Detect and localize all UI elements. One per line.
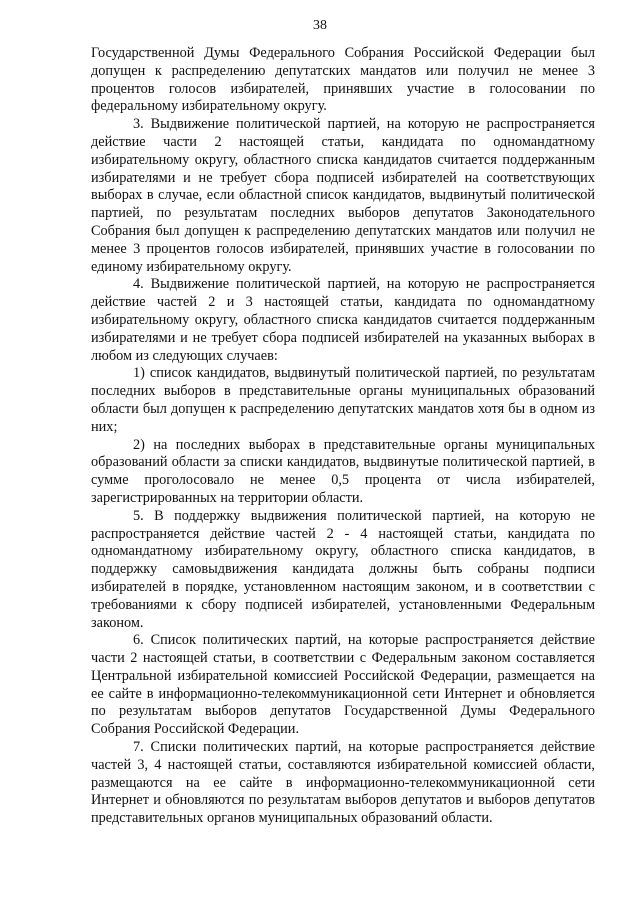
- paragraph-subitem-2: 2) на последних выборах в представительные органы муниципальных образований области за списки кандидатов, выдвинутые политической партией, в сумме проголосовало не менее 0,5 процента от числа избирателей, зарегистрированных на территории области.: [91, 436, 595, 506]
- paragraph-item-4: 4. Выдвижение политической партией, на которую не распространяется действие частей 2 и 3 настоящей статьи, кандидата по одномандатному избирательному округу, областного списка кандидатов считается поддержанным избирателями и не требует сбора подписей избирателей на указанных выборах в любом из следующих случаев:: [91, 276, 595, 364]
- document-body: [91, 45, 595, 828]
- paragraph-item-5: 5. В поддержку выдвижения политической партией, на которую не распространяется действие частей 2 - 4 настоящей статьи, кандидата по одномандатному избирательному округу, областного списка кандидатов, в поддержку самовыдвижения кандидата должны быть собраны подписи избирателей в порядке, установленном настоящим законом, и в соответствии с требованиями к сбору подписей избирателей, установленными Федеральным законом.: [91, 507, 595, 631]
- paragraph-continuation: Государственной Думы Федерального Собрания Российской Федерации был допущен к распределению депутатских мандатов или получил не менее 3 процентов голосов избирателей, принявших участие в голосовании по федеральному избирательному округу.: [91, 45, 595, 115]
- paragraph-item-3: 3. Выдвижение политической партией, на которую не распространяется действие части 2 настоящей статьи, кандидата по одномандатному избирательному округу, областного списка кандидатов считается поддержанным избирателями и не требует сбора подписей избирателей на соответствующих выборах в случае, если областной список кандидатов, выдвинутый политической партией, по результатам последних выборов депутатов Законодательного Собрания был допущен к распределению депутатских мандатов или получил не менее 3 процентов голосов избирателей, принявших участие в голосовании по единому избирательному округу.: [91, 116, 595, 275]
- paragraph-subitem-1: 1) список кандидатов, выдвинутый политической партией, по результатам последних выборов в представительные органы муниципальных образований области был допущен к распределению депутатских мандатов хотя бы в одном из них;: [91, 365, 595, 435]
- paragraph-item-6: 6. Список политических партий, на которые распространяется действие части 2 настоящей статьи, в соответствии с Федеральным законом составляется Центральной избирательной комиссией Российской Федерации, размещается на ее сайте в информационно-телекоммуникационной сети Интернет и обновляется по результатам выборов депутатов Государственной Думы Федерального Собрания Российской Федерации.: [91, 632, 595, 738]
- page-number: 38: [313, 18, 327, 33]
- paragraph-item-7: 7. Списки политических партий, на которые распространяется действие частей 3, 4 настоящей статьи, составляются избирательной комиссией области, размещаются на ее сайте в информационно-телекоммуникационной сети Интернет и обновляются по результатам выборов депутатов и выборов депутатов представительных органов муниципальных образований области.: [91, 739, 595, 827]
